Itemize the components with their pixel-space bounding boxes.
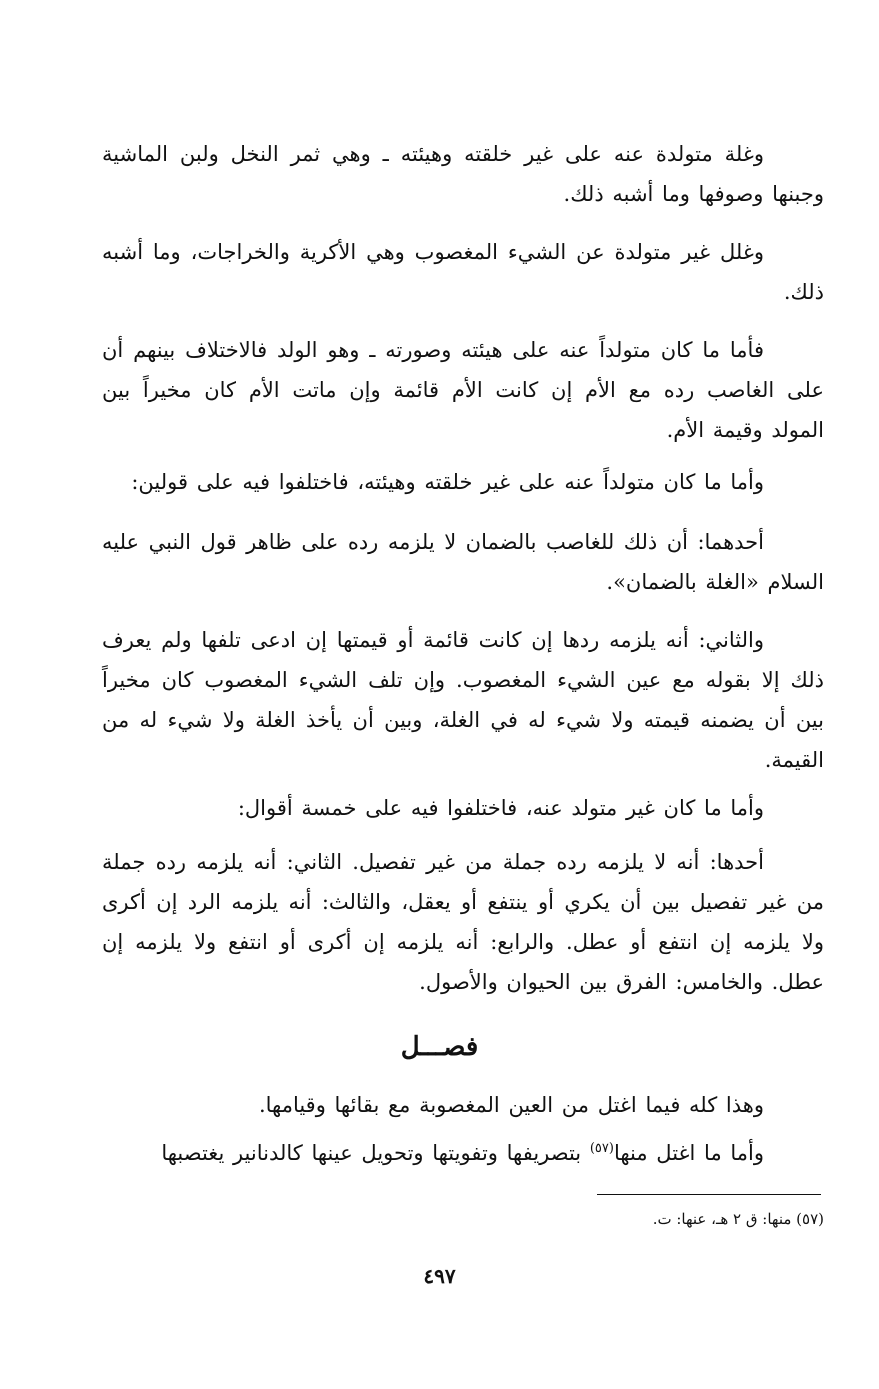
body-text-lower (102, 1085, 824, 1173)
paragraph-2: وغلل غير متولدة عن الشيء المغصوب وهي الأكرية والخراجات، وما أشبه ذلك. (102, 240, 824, 304)
section-paragraph-2-text: بتصريفها وتفويتها وتحويل عينها كالدنانير يغتصبها (161, 1141, 582, 1165)
paragraph-4: وأما ما كان متولداً عنه على غير خلقته وهيئته، فاختلفوا فيه على قولين: (131, 470, 764, 494)
section-paragraph-1: وهذا كله فيما اغتل من العين المغصوبة مع بقائها وقيامها. (258, 1093, 764, 1117)
page-number: ٤٩٧ (423, 1264, 456, 1288)
section-heading: فصـــل (400, 1032, 479, 1062)
section-paragraph-2-lead: وأما ما اغتل منها (613, 1141, 764, 1165)
paragraph-3: فأما ما كان متولداً عنه على هيئته وصورته ـ وهو الولد فالاختلاف بينهم أن على الغاصب رده مع الأم إن كانت الأم قائمة وإن ماتت الأم كان مخيراً بين المولد وقيمة الأم. (102, 338, 824, 442)
body-text-upper (102, 134, 824, 1002)
paragraph-5: أحدهما: أن ذلك للغاصب بالضمان لا يلزمه رده على ظاهر قول النبي عليه السلام «الغلة بالضمان». (102, 530, 824, 594)
footnote: (٥٧) منها: ق ٢ هـ، عنها: ت. (652, 1210, 824, 1228)
section-paragraph-2 (102, 1133, 824, 1173)
paragraph-1: وغلة متولدة عنه على غير خلقته وهيئته ـ وهي ثمر النخل ولبن الماشية وجبنها وصوفها وما أشبه ذلك. (102, 142, 824, 206)
paragraph-7: وأما ما كان غير متولد عنه، فاختلفوا فيه على خمسة أقوال: (237, 796, 764, 820)
paragraph-6: والثاني: أنه يلزمه ردها إن كانت قائمة أو قيمتها إن ادعى تلفها ولم يعرف ذلك إلا بقوله مع عين الشيء المغصوب. وإن تلف الشيء المغصوب كان مخيراً بين أن يضمنه قيمته ولا شيء له في الغلة، وبين أن يأخذ الغلة ولا شيء له من القيمة. (102, 628, 824, 772)
footnote-divider (597, 1194, 821, 1195)
paragraph-8: أحدها: أنه لا يلزمه رده جملة من غير تفصيل. الثاني: أنه يلزمه رده جملة من غير تفصيل بين أن يكري أو ينتفع أو يعقل، والثالث: أنه يلزمه الرد إن أكرى ولا يلزمه إن انتفع أو عطل. والرابع: أنه يلزمه إن أكرى أو انتفع ولا يلزمه إن عطل. والخامس: الفرق بين الحيوان والأصول. (102, 850, 824, 994)
footnote-marker: (٥٧) (589, 1141, 614, 1156)
